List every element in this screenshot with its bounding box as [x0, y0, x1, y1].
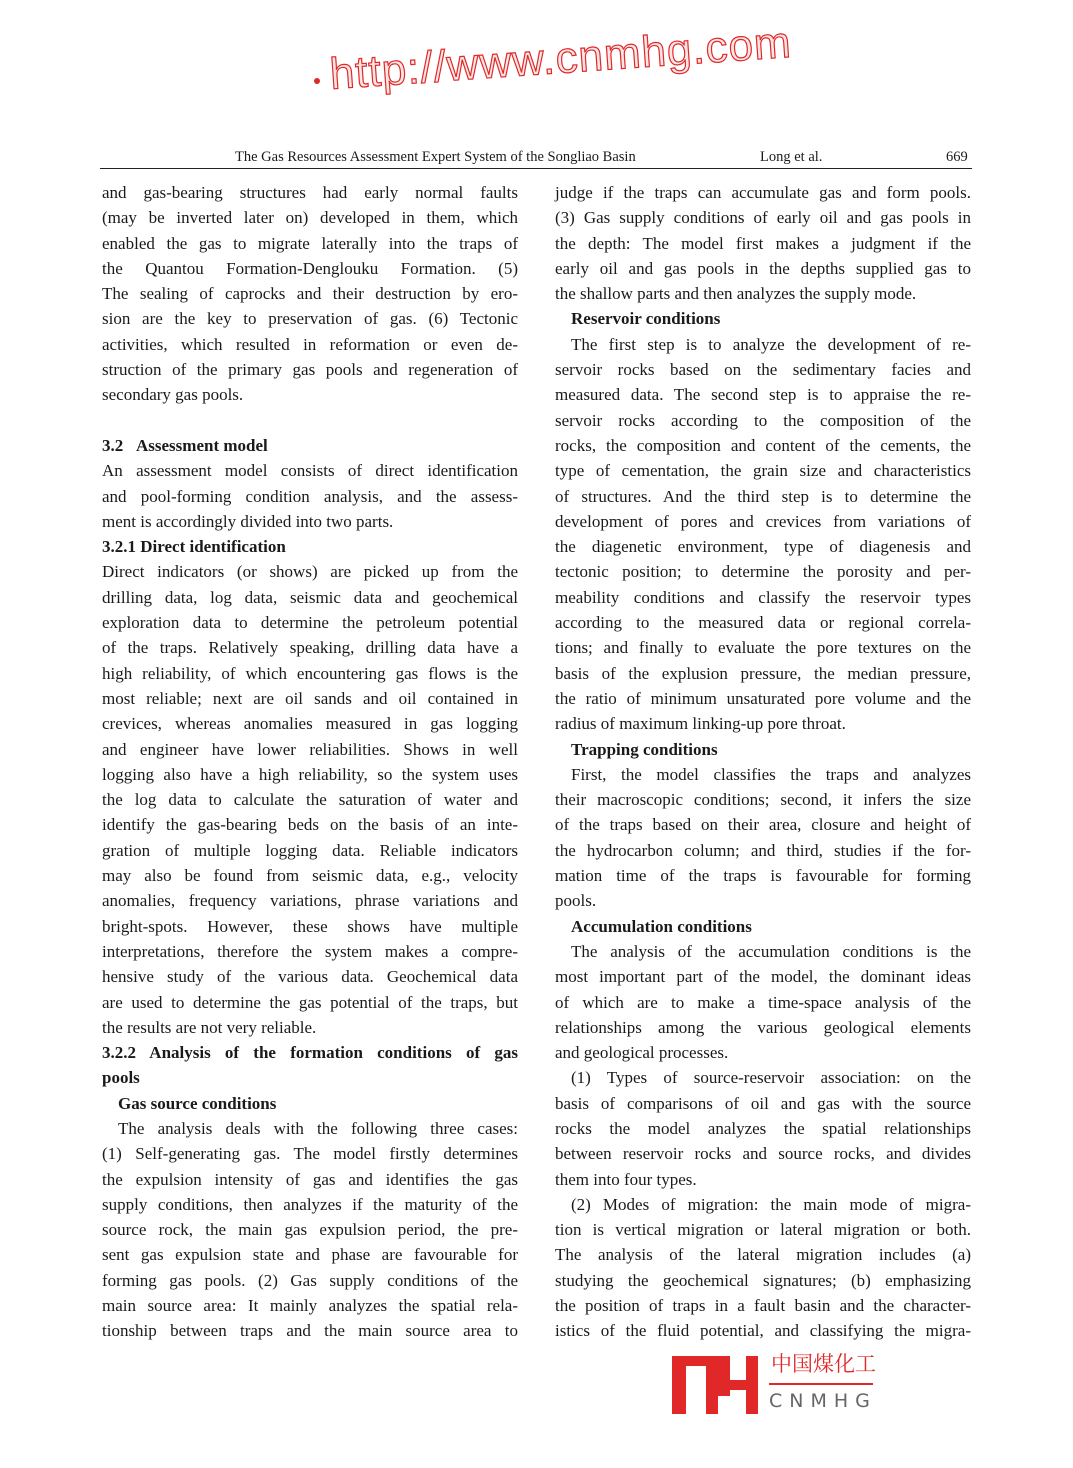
text-line: (1) Types of source-reservoir association: on the [571, 1068, 971, 1088]
text-line: of the traps based on their area, closure and height of [555, 815, 971, 835]
text-line: tectonic position; to determine the porosity and per- [555, 562, 971, 582]
text-line: main source area: It mainly analyzes the spatial rela- [102, 1296, 518, 1316]
text-line: basis of comparisons of oil and gas with the source [555, 1093, 971, 1113]
text-line: bright-spots. However, these shows have multiple [102, 916, 518, 936]
text-line: may also be found from seismic data, e.g., velocity [102, 866, 518, 886]
cnmhg-logo [672, 1350, 882, 1416]
text-line: tions; and finally to evaluate the pore textures on the [555, 638, 971, 658]
text-line: most important part of the model, the dominant ideas [555, 967, 971, 987]
header-rule [100, 168, 972, 169]
text-line: enabled the gas to migrate laterally into the traps of [102, 233, 518, 253]
text-line: activities, which resulted in reformation or even de- [102, 334, 518, 354]
section-heading: pools [102, 1068, 140, 1088]
section-heading: Reservoir conditions [571, 309, 721, 329]
text-line: (may be inverted later on) developed in them, which [102, 208, 518, 228]
text-line: source rock, the main gas expulsion period, the pre- [102, 1220, 518, 1240]
text-line: high reliability, of which encountering gas flows is the [102, 663, 518, 683]
text-line: most reliable; next are oil sands and oil contained in [102, 688, 518, 708]
text-line: the depth: The model first makes a judgment if the [555, 233, 971, 253]
text-line: of the traps. Relatively speaking, drilling data have a [102, 638, 518, 658]
text-line: development of pores and crevices from variations of [555, 511, 971, 531]
text-line: their macroscopic conditions; second, it infers the size [555, 790, 971, 810]
text-line: the ratio of minimum unsaturated pore volume and the [555, 688, 971, 708]
text-line: and engineer have lower reliabilities. Shows in well [102, 739, 518, 759]
text-line: An assessment model consists of direct identification [102, 461, 518, 481]
text-line: crevices, whereas anomalies measured in gas logging [102, 714, 518, 734]
text-line: logging also have a high reliability, so the system uses [102, 764, 518, 784]
page-number: 669 [946, 149, 968, 165]
text-line: gration of multiple logging data. Reliable indicators [102, 840, 518, 860]
text-line: type of cementation, the grain size and characteristics [555, 461, 971, 481]
logo-mark [746, 1356, 758, 1414]
text-line: mation time of the traps is favourable for forming [555, 866, 971, 886]
text-line: The first step is to analyze the development of re- [571, 334, 971, 354]
text-line: (1) Self-generating gas. The model firstly determines [102, 1144, 518, 1164]
text-line: them into four types. [555, 1169, 697, 1189]
text-line: (3) Gas supply conditions of early oil and gas pools in [555, 208, 971, 228]
text-line: The analysis deals with the following three cases: [118, 1118, 518, 1138]
text-line: judge if the traps can accumulate gas and form pools. [555, 183, 971, 202]
text-line: the diagenetic environment, type of diagenesis and [555, 537, 971, 557]
text-line [102, 408, 518, 433]
text-line: The sealing of caprocks and their destruction by ero- [102, 284, 518, 304]
text-line: sent gas expulsion state and phase are favourable for [102, 1245, 518, 1265]
logo-latin-text: CNMHG [769, 1390, 877, 1412]
watermark-dot [314, 78, 320, 84]
text-line: tion is vertical migration or lateral migration or both. [555, 1220, 971, 1240]
text-line: early oil and gas pools in the depths supplied gas to [555, 258, 971, 278]
text-line: of which are to make a time-space analysis of the [555, 992, 971, 1012]
running-title: The Gas Resources Assessment Expert System of the Songliao Basin [235, 149, 636, 165]
text-line: sion are the key to preservation of gas. (6) Tectonic [102, 309, 518, 329]
text-line: First, the model classifies the traps and analyzes [571, 764, 971, 784]
text-line: servoir rocks based on the sedimentary facies and [555, 360, 971, 380]
text-line: tionship between traps and the main source area to [102, 1321, 518, 1341]
text-line: are used to determine the gas potential of the traps, but [102, 992, 518, 1012]
text-line: the position of traps in a fault basin and the character- [555, 1296, 971, 1316]
text-line: basis of the explusion pressure, the median pressure, [555, 663, 971, 683]
text-line: rocks the model analyzes the spatial relationships [555, 1118, 971, 1138]
left-column [102, 180, 518, 1344]
text-line: radius of maximum linking-up pore throat. [555, 714, 846, 734]
section-heading: Gas source conditions [118, 1093, 277, 1113]
text-line: the shallow parts and then analyzes the supply mode. [555, 284, 917, 304]
text-line: ment is accordingly divided into two parts. [102, 511, 394, 531]
text-line: istics of the fluid potential, and classifying the migra- [555, 1321, 971, 1341]
text-line: pools. [555, 891, 597, 911]
text-line: The analysis of the accumulation conditions is the [571, 941, 971, 961]
text-line: drilling data, log data, seismic data and geochemical [102, 587, 518, 607]
text-line: (2) Modes of migration: the main mode of migra- [571, 1194, 971, 1214]
right-column [555, 180, 971, 1344]
section-heading: 3.2.2 Analysis of the formation conditions of gas [102, 1043, 518, 1063]
text-line: and pool-forming condition analysis, and the assess- [102, 486, 518, 506]
text-line: meability conditions and classify the reservoir types [555, 587, 971, 607]
text-line: secondary gas pools. [102, 385, 244, 405]
text-line: The analysis of the lateral migration includes (a) [555, 1245, 971, 1265]
text-line: rocks, the composition and content of the cements, the [555, 435, 971, 455]
section-heading: Accumulation conditions [571, 916, 752, 936]
running-authors: Long et al. [760, 149, 823, 165]
text-line: measured data. The second step is to appraise the re- [555, 385, 971, 405]
text-line: and gas-bearing structures had early normal faults [102, 183, 518, 202]
logo-divider [769, 1383, 873, 1385]
section-heading: 3.2.1 Direct identification [102, 537, 286, 557]
text-line: interpretations, therefore the system makes a compre- [102, 941, 518, 961]
logo-mark [706, 1356, 718, 1414]
text-line: relationships among the various geological elements [555, 1017, 971, 1037]
logo-chinese-text: 中国煤化工 [771, 1352, 876, 1376]
text-line: hensive study of the various data. Geochemical data [102, 967, 518, 987]
text-line: servoir rocks according to the composition of the [555, 410, 971, 430]
section-heading: Trapping conditions [571, 739, 718, 759]
text-line: supply conditions, then analyzes if the maturity of the [102, 1194, 518, 1214]
watermark-url: http://www.cnmhg.com [328, 17, 794, 99]
text-line: studying the geochemical signatures; (b) emphasizing [555, 1270, 971, 1290]
text-line: exploration data to determine the petroleum potential [102, 613, 518, 633]
text-line: the Quantou Formation-Denglouku Formation. (5) [102, 258, 518, 278]
text-line: struction of the primary gas pools and regeneration of [102, 360, 518, 380]
text-line: between reservoir rocks and source rocks, and divides [555, 1144, 971, 1164]
text-line: anomalies, frequency variations, phrase variations and [102, 891, 518, 911]
text-line: according to the measured data or regional correla- [555, 613, 971, 633]
text-line: identify the gas-bearing beds on the basis of an inte- [102, 815, 518, 835]
text-line: forming gas pools. (2) Gas supply conditions of the [102, 1270, 518, 1290]
section-heading: 3.2 Assessment model [102, 435, 268, 455]
text-line: Direct indicators (or shows) are picked up from the [102, 562, 518, 582]
logo-mark [718, 1356, 730, 1396]
text-line: the hydrocarbon column; and third, studies if the for- [555, 840, 971, 860]
text-line: the expulsion intensity of gas and identifies the gas [102, 1169, 518, 1189]
text-line: the results are not very reliable. [102, 1017, 317, 1037]
text-line: and geological processes. [555, 1043, 729, 1063]
text-line: of structures. And the third step is to determine the [555, 486, 971, 506]
text-line: the log data to calculate the saturation of water and [102, 790, 518, 810]
